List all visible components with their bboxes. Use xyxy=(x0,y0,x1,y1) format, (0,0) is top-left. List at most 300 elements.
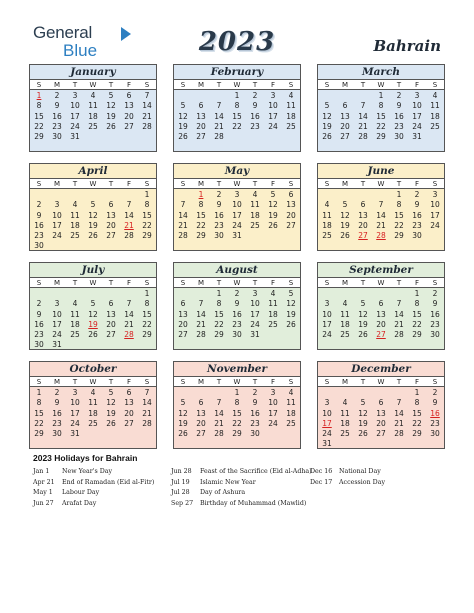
month-title: December xyxy=(351,363,411,375)
day-cell: 7 xyxy=(126,200,132,210)
day-cell: 6 xyxy=(198,398,204,408)
day-cell: 30 xyxy=(214,231,224,241)
weekday-label: T xyxy=(360,378,366,386)
day-cell: 20 xyxy=(196,121,206,131)
day-cell: 23 xyxy=(34,330,44,340)
empty-cell xyxy=(120,289,138,299)
weekday-header xyxy=(318,178,444,189)
holidays-column xyxy=(310,467,385,488)
day-cell: 1 xyxy=(216,289,222,298)
day-cell: 21 xyxy=(376,220,386,230)
day-cell: 12 xyxy=(268,200,278,210)
day-cell: 3 xyxy=(54,299,60,309)
holiday-name: New Year's Day xyxy=(62,468,113,475)
day-grid xyxy=(30,288,156,351)
day-cell: 5 xyxy=(108,388,114,397)
month-february xyxy=(173,64,301,152)
day-cell: 11 xyxy=(268,299,278,309)
day-cell: 3 xyxy=(324,398,330,408)
empty-cell xyxy=(30,289,48,299)
day-cell: 31 xyxy=(412,132,422,142)
day-cell: 2 xyxy=(252,388,258,397)
day-cell: 4 xyxy=(288,388,294,397)
day-cell: 8 xyxy=(144,299,150,309)
day-cell: 21 xyxy=(214,121,224,131)
empty-cell xyxy=(210,91,228,101)
holiday-entry xyxy=(171,488,312,499)
day-cell: 2 xyxy=(216,190,222,199)
day-cell: 29 xyxy=(142,231,152,241)
day-cell: 12 xyxy=(358,408,368,418)
weekday-label: F xyxy=(126,279,132,287)
day-cell: 26 xyxy=(286,319,296,329)
day-cell: 7 xyxy=(144,91,150,100)
day-cell: 8 xyxy=(414,398,420,408)
weekday-label: W xyxy=(377,378,385,386)
day-cell: 11 xyxy=(286,398,296,408)
day-cell: 17 xyxy=(70,111,80,121)
day-cell: 14 xyxy=(358,111,368,121)
day-cell: 6 xyxy=(288,190,294,199)
empty-cell xyxy=(372,190,390,200)
empty-cell xyxy=(354,289,372,299)
day-cell: 15 xyxy=(412,408,422,418)
holiday-day-cell: 1 xyxy=(36,91,42,100)
day-cell: 26 xyxy=(358,330,368,340)
day-cell: 25 xyxy=(70,231,80,241)
day-cell: 1 xyxy=(144,289,150,298)
weekday-label: S xyxy=(324,378,330,386)
day-cell: 14 xyxy=(142,101,152,111)
holiday-entry xyxy=(171,478,312,489)
weekday-label: F xyxy=(414,180,420,188)
day-cell: 17 xyxy=(52,220,62,230)
holiday-entry xyxy=(310,478,385,489)
day-cell: 3 xyxy=(270,388,276,397)
day-cell: 25 xyxy=(340,330,350,340)
logo-text-general: General xyxy=(33,23,93,42)
day-grid xyxy=(174,189,300,241)
day-cell: 11 xyxy=(250,200,260,210)
weekday-label: S xyxy=(36,180,42,188)
day-cell: 10 xyxy=(430,200,440,210)
day-cell: 10 xyxy=(52,309,62,319)
holiday-entry xyxy=(171,499,312,510)
day-cell: 31 xyxy=(52,340,62,350)
day-cell: 11 xyxy=(430,101,440,111)
day-cell: 21 xyxy=(394,319,404,329)
day-cell: 31 xyxy=(250,330,260,340)
day-cell: 26 xyxy=(178,132,188,142)
day-cell: 13 xyxy=(106,210,116,220)
day-cell: 5 xyxy=(360,299,366,309)
day-cell: 16 xyxy=(412,210,422,220)
day-cell: 13 xyxy=(196,111,206,121)
weekday-label: M xyxy=(197,279,205,287)
day-cell: 29 xyxy=(34,429,44,439)
day-cell: 27 xyxy=(106,330,116,340)
day-cell: 25 xyxy=(430,121,440,131)
day-cell: 4 xyxy=(72,200,78,210)
day-cell: 5 xyxy=(90,200,96,210)
day-cell: 22 xyxy=(34,418,44,428)
day-cell: 23 xyxy=(232,319,242,329)
weekday-label: S xyxy=(36,81,42,89)
day-cell: 7 xyxy=(378,200,384,210)
day-cell: 29 xyxy=(34,132,44,142)
day-cell: 11 xyxy=(88,101,98,111)
weekday-label: T xyxy=(396,279,402,287)
day-cell: 14 xyxy=(142,398,152,408)
day-cell: 6 xyxy=(180,299,186,309)
day-cell: 26 xyxy=(358,429,368,439)
day-cell: 4 xyxy=(342,299,348,309)
day-cell: 7 xyxy=(144,388,150,397)
day-cell: 17 xyxy=(430,210,440,220)
day-cell: 21 xyxy=(394,418,404,428)
holiday-day-cell: 27 xyxy=(376,330,386,340)
empty-cell xyxy=(354,388,372,398)
day-cell: 11 xyxy=(70,309,80,319)
day-cell: 29 xyxy=(394,231,404,241)
holiday-entry xyxy=(171,467,312,478)
weekday-label: T xyxy=(396,81,402,89)
day-cell: 24 xyxy=(412,121,422,131)
day-cell: 22 xyxy=(376,121,386,131)
day-cell: 24 xyxy=(232,220,242,230)
day-cell: 19 xyxy=(358,418,368,428)
day-cell: 18 xyxy=(340,418,350,428)
day-cell: 28 xyxy=(124,231,134,241)
weekday-label: S xyxy=(180,378,186,386)
day-cell: 10 xyxy=(268,398,278,408)
day-cell: 3 xyxy=(54,200,60,210)
month-september xyxy=(317,262,445,350)
weekday-label: S xyxy=(144,279,150,287)
day-cell: 15 xyxy=(232,111,242,121)
weekday-header xyxy=(174,178,300,189)
day-cell: 29 xyxy=(196,231,206,241)
holiday-name: Day of Ashura xyxy=(200,489,246,496)
weekday-label: S xyxy=(432,81,438,89)
day-cell: 4 xyxy=(288,91,294,100)
holiday-date: Jul 19 xyxy=(171,478,190,486)
weekday-label: S xyxy=(36,279,42,287)
month-title: July xyxy=(81,264,105,276)
day-cell: 10 xyxy=(70,101,80,111)
day-cell: 20 xyxy=(376,418,386,428)
day-cell: 9 xyxy=(432,398,438,408)
day-cell: 29 xyxy=(412,429,422,439)
weekday-label: M xyxy=(53,180,61,188)
empty-cell xyxy=(102,289,120,299)
day-cell: 2 xyxy=(36,200,42,210)
day-cell: 4 xyxy=(72,299,78,309)
day-cell: 13 xyxy=(376,408,386,418)
day-cell: 25 xyxy=(340,429,350,439)
weekday-label: S xyxy=(144,81,150,89)
holiday-name: Birthday of Muhammad (Mawlid) xyxy=(200,499,307,507)
day-cell: 15 xyxy=(142,309,152,319)
holiday-day-cell: 1 xyxy=(198,190,204,199)
weekday-label: T xyxy=(360,279,366,287)
empty-cell xyxy=(354,190,372,200)
empty-cell xyxy=(174,388,192,398)
day-cell: 3 xyxy=(324,299,330,309)
day-cell: 6 xyxy=(126,91,132,100)
day-cell: 17 xyxy=(412,111,422,121)
day-cell: 26 xyxy=(340,231,350,241)
day-cell: 17 xyxy=(52,319,62,329)
holiday-name: Feast of the Sacrifice (Eid al-Adha) xyxy=(200,468,312,475)
day-cell: 30 xyxy=(250,429,260,439)
day-cell: 5 xyxy=(324,101,330,111)
day-cell: 6 xyxy=(360,200,366,210)
day-grid xyxy=(318,387,444,450)
weekday-label: T xyxy=(216,378,222,386)
weekday-header xyxy=(318,277,444,288)
weekday-label: M xyxy=(341,378,349,386)
day-cell: 21 xyxy=(142,408,152,418)
day-cell: 28 xyxy=(178,231,188,241)
holiday-name: End of Ramadan (Eid al-Fitr) xyxy=(62,478,155,486)
day-cell: 5 xyxy=(180,398,186,408)
month-october xyxy=(29,361,157,449)
day-cell: 16 xyxy=(34,319,44,329)
day-cell: 15 xyxy=(34,111,44,121)
day-cell: 1 xyxy=(414,289,420,298)
month-title: April xyxy=(78,165,108,177)
day-cell: 8 xyxy=(396,200,402,210)
day-cell: 1 xyxy=(396,190,402,199)
day-cell: 3 xyxy=(270,91,276,100)
day-cell: 18 xyxy=(430,111,440,121)
day-cell: 31 xyxy=(232,231,242,241)
weekday-label: W xyxy=(89,180,97,188)
holidays-title: 2023 Holidays for Bahrain xyxy=(33,453,138,463)
empty-cell xyxy=(390,289,408,299)
day-cell: 19 xyxy=(286,309,296,319)
day-cell: 19 xyxy=(358,319,368,329)
day-cell: 14 xyxy=(376,210,386,220)
weekday-header xyxy=(30,178,156,189)
day-cell: 30 xyxy=(430,429,440,439)
weekday-label: S xyxy=(432,378,438,386)
day-cell: 19 xyxy=(268,210,278,220)
weekday-label: F xyxy=(270,279,276,287)
day-cell: 31 xyxy=(70,429,80,439)
day-cell: 28 xyxy=(196,330,206,340)
weekday-label: T xyxy=(72,180,78,188)
weekday-label: M xyxy=(341,279,349,287)
day-cell: 2 xyxy=(432,289,438,298)
weekday-label: W xyxy=(233,378,241,386)
day-cell: 26 xyxy=(268,220,278,230)
weekday-label: T xyxy=(252,180,258,188)
day-cell: 14 xyxy=(178,210,188,220)
day-cell: 15 xyxy=(142,210,152,220)
month-title: February xyxy=(210,66,264,78)
day-cell: 20 xyxy=(376,319,386,329)
day-cell: 14 xyxy=(214,111,224,121)
day-cell: 20 xyxy=(106,220,116,230)
holiday-date: Sep 27 xyxy=(171,499,194,507)
day-cell: 2 xyxy=(432,388,438,397)
empty-cell xyxy=(372,388,390,398)
day-cell: 16 xyxy=(250,111,260,121)
day-cell: 27 xyxy=(196,429,206,439)
empty-cell xyxy=(336,388,354,398)
day-cell: 21 xyxy=(214,418,224,428)
day-cell: 24 xyxy=(430,220,440,230)
day-cell: 13 xyxy=(124,101,134,111)
holiday-entry xyxy=(33,467,154,478)
day-cell: 22 xyxy=(394,220,404,230)
empty-cell xyxy=(120,190,138,200)
day-cell: 19 xyxy=(106,408,116,418)
weekday-label: T xyxy=(360,81,366,89)
day-cell: 22 xyxy=(34,121,44,131)
day-cell: 13 xyxy=(358,210,368,220)
weekday-header xyxy=(30,79,156,90)
day-cell: 16 xyxy=(52,111,62,121)
day-cell: 23 xyxy=(412,220,422,230)
day-grid xyxy=(30,90,156,142)
day-cell: 21 xyxy=(358,121,368,131)
day-cell: 11 xyxy=(340,309,350,319)
day-cell: 16 xyxy=(394,111,404,121)
logo-text-blue: Blue xyxy=(63,41,98,60)
weekday-label: W xyxy=(89,81,97,89)
day-cell: 12 xyxy=(178,111,188,121)
empty-cell xyxy=(318,289,336,299)
holiday-name: Labour Day xyxy=(62,489,100,496)
day-cell: 15 xyxy=(196,210,206,220)
day-cell: 2 xyxy=(396,91,402,100)
month-title: June xyxy=(367,165,395,177)
holiday-day-cell: 17 xyxy=(322,418,332,428)
day-cell: 21 xyxy=(178,220,188,230)
holiday-day-cell: 19 xyxy=(88,319,98,329)
empty-cell xyxy=(318,388,336,398)
day-cell: 1 xyxy=(414,388,420,397)
day-cell: 12 xyxy=(358,309,368,319)
day-grid xyxy=(174,90,300,142)
empty-cell xyxy=(48,289,66,299)
day-cell: 28 xyxy=(358,132,368,142)
holiday-name: Accession Day xyxy=(339,478,386,486)
day-cell: 9 xyxy=(252,101,258,111)
day-cell: 24 xyxy=(52,330,62,340)
day-cell: 19 xyxy=(340,220,350,230)
day-cell: 23 xyxy=(214,220,224,230)
day-grid xyxy=(174,387,300,439)
day-cell: 23 xyxy=(250,121,260,131)
weekday-label: M xyxy=(341,81,349,89)
day-cell: 27 xyxy=(124,121,134,131)
weekday-label: S xyxy=(144,180,150,188)
weekday-label: F xyxy=(414,378,420,386)
day-cell: 6 xyxy=(378,299,384,309)
month-title: August xyxy=(216,264,258,276)
weekday-label: T xyxy=(72,81,78,89)
holiday-entry xyxy=(33,488,154,499)
day-grid xyxy=(318,288,444,340)
day-cell: 15 xyxy=(214,309,224,319)
day-cell: 6 xyxy=(108,299,114,309)
day-grid xyxy=(30,189,156,252)
day-cell: 14 xyxy=(196,309,206,319)
day-cell: 14 xyxy=(124,210,134,220)
day-cell: 7 xyxy=(216,398,222,408)
day-cell: 3 xyxy=(72,388,78,397)
day-cell: 28 xyxy=(214,429,224,439)
holiday-date: Dec 17 xyxy=(310,478,333,486)
day-cell: 10 xyxy=(322,309,332,319)
day-cell: 9 xyxy=(54,101,60,111)
day-cell: 7 xyxy=(198,299,204,309)
weekday-label: S xyxy=(288,180,294,188)
empty-cell xyxy=(66,190,84,200)
day-cell: 11 xyxy=(322,210,332,220)
day-cell: 5 xyxy=(90,299,96,309)
day-cell: 25 xyxy=(250,220,260,230)
day-cell: 19 xyxy=(178,121,188,131)
empty-cell xyxy=(210,388,228,398)
day-cell: 3 xyxy=(414,91,420,100)
day-cell: 13 xyxy=(124,398,134,408)
weekday-label: M xyxy=(197,180,205,188)
day-cell: 24 xyxy=(70,418,80,428)
day-cell: 2 xyxy=(54,91,60,100)
day-cell: 17 xyxy=(322,319,332,329)
day-cell: 26 xyxy=(106,121,116,131)
empty-cell xyxy=(174,289,192,299)
month-march xyxy=(317,64,445,152)
day-cell: 7 xyxy=(126,299,132,309)
holiday-date: Jan 1 xyxy=(33,468,50,475)
weekday-label: S xyxy=(288,81,294,89)
day-cell: 15 xyxy=(376,111,386,121)
day-cell: 22 xyxy=(412,319,422,329)
day-cell: 25 xyxy=(268,319,278,329)
weekday-label: F xyxy=(270,180,276,188)
day-cell: 12 xyxy=(106,101,116,111)
day-cell: 26 xyxy=(178,429,188,439)
day-cell: 9 xyxy=(234,299,240,309)
month-january xyxy=(29,64,157,152)
day-cell: 20 xyxy=(124,111,134,121)
weekday-label: T xyxy=(396,378,402,386)
weekday-label: T xyxy=(108,81,114,89)
day-cell: 9 xyxy=(216,200,222,210)
empty-cell xyxy=(174,190,192,200)
day-cell: 17 xyxy=(70,408,80,418)
day-cell: 2 xyxy=(54,388,60,397)
day-cell: 6 xyxy=(108,200,114,210)
day-cell: 30 xyxy=(52,429,62,439)
weekday-label: S xyxy=(144,378,150,386)
day-cell: 20 xyxy=(178,319,188,329)
day-cell: 8 xyxy=(144,200,150,210)
day-cell: 4 xyxy=(90,388,96,397)
day-cell: 12 xyxy=(178,408,188,418)
weekday-header xyxy=(318,376,444,387)
weekday-label: W xyxy=(233,180,241,188)
day-cell: 24 xyxy=(70,121,80,131)
month-title: May xyxy=(224,165,250,177)
weekday-header xyxy=(30,376,156,387)
